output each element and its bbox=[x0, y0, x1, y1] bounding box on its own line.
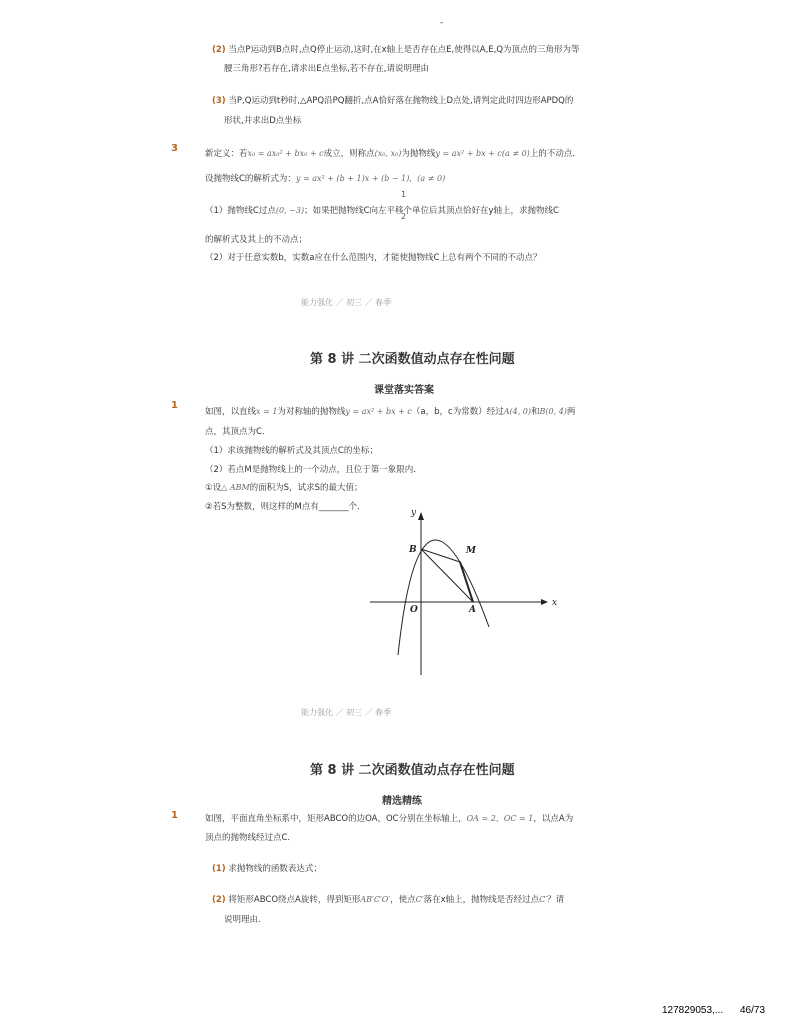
question-line: （2）若点M是抛物线上的一个动点，且位于第一象限内． bbox=[205, 465, 422, 475]
question-text: 个单位后其顶点恰好在y轴上，求抛物线C bbox=[403, 206, 559, 216]
math-expression: AB′C′O′ bbox=[360, 895, 391, 904]
x-axis-label: x bbox=[552, 598, 558, 608]
sub-question-number: (1) bbox=[212, 864, 226, 874]
question-text: 成立，则称点 bbox=[323, 149, 375, 159]
y-axis-arrow bbox=[418, 512, 424, 520]
question-line: ②若S为整数，则这样的M点有_______个． bbox=[205, 502, 366, 512]
point-M-label: M bbox=[466, 546, 476, 556]
question-text: （1）抛物线C过点 bbox=[205, 206, 276, 216]
section-footer: 能力强化 ／ 初三 ／ 春季 bbox=[301, 298, 392, 307]
origin-label: O bbox=[410, 605, 418, 615]
sub-question-text: 当P,Q运动到t秒时,△APQ沿PQ翻折,点A恰好落在抛物线上D点处,请判定此时四边形APDQ的 bbox=[228, 96, 574, 106]
y-axis-label: y bbox=[411, 508, 417, 518]
math-expression: x₀ = ax₀² + bx₀ + c bbox=[247, 149, 324, 158]
math-expression: △ ABM bbox=[221, 483, 250, 492]
question-text: ①设 bbox=[205, 483, 222, 493]
question-line bbox=[205, 172, 445, 184]
question-text: （a，b，c为常数）经过 bbox=[411, 407, 504, 417]
question-number: 3 bbox=[171, 143, 178, 154]
question-line: 顶点的抛物线经过点C． bbox=[205, 833, 296, 843]
question-text: 如图，以直线 bbox=[205, 407, 257, 417]
question-text: ，以点A为 bbox=[533, 814, 574, 824]
math-expression: y = ax² + bx + c bbox=[345, 407, 412, 416]
point-A-label: A bbox=[469, 605, 476, 615]
question-line bbox=[205, 204, 559, 216]
question-line bbox=[205, 481, 362, 493]
math-expression: B(0, 4) bbox=[539, 407, 567, 416]
math-expression: y = ax² + (b + 1)x + (b − 1)，(a ≠ 0) bbox=[295, 174, 446, 183]
page-number: 46/73 bbox=[740, 1005, 766, 1016]
question-text: ；如果把抛物线C向左平移 bbox=[304, 206, 404, 216]
sub-question-2 bbox=[212, 43, 580, 55]
parabola-curve bbox=[398, 540, 489, 655]
sub-question-text: ？请 bbox=[547, 895, 565, 905]
question-text: 如图，平面直角坐标系中，矩形ABCO的边OA，OC分别在坐标轴上， bbox=[205, 814, 467, 824]
fraction-denominator: 2 bbox=[401, 212, 407, 221]
math-expression: (0, −3) bbox=[275, 206, 305, 215]
question-text: 的面积为S，试求S的最大值； bbox=[249, 483, 363, 493]
question-text: 两 bbox=[566, 407, 576, 417]
question-line: （2）对于任意实数b，实数a应在什么范围内，才能使抛物线C上总有两个不同的不动点？ bbox=[205, 253, 542, 263]
sub-question-3 bbox=[212, 94, 573, 106]
sub-question-text: 当点P运动到B点时,点Q停止运动,这时,在x轴上是否存在点E,使得以A,E,Q为顶点的三角形为等 bbox=[228, 45, 580, 55]
math-expression: (x₀, x₀) bbox=[374, 149, 402, 158]
question-line bbox=[205, 812, 573, 824]
math-expression: y = ax² + bx + c(a ≠ 0) bbox=[435, 149, 530, 158]
sub-question-number: (3) bbox=[212, 96, 226, 106]
section-footer: 能力强化 ／ 初三 ／ 春季 bbox=[301, 708, 392, 717]
parabola-figure bbox=[360, 505, 560, 680]
question-line: （1）求该抛物线的解析式及其顶点C的坐标； bbox=[205, 446, 378, 456]
math-expression: C′ bbox=[539, 895, 548, 904]
point-B-label: B bbox=[409, 545, 417, 555]
question-line bbox=[205, 147, 581, 159]
question-text: 新定义：若 bbox=[205, 149, 248, 159]
section-subtitle: 课堂落实答案 bbox=[374, 385, 434, 396]
question-text: 和 bbox=[531, 407, 540, 417]
x-axis-arrow bbox=[541, 599, 548, 605]
question-line: 的解析式及其上的不动点； bbox=[205, 235, 308, 245]
sub-question-1 bbox=[212, 862, 322, 874]
question-number: 1 bbox=[171, 400, 178, 411]
question-text: 为对称轴的抛物线 bbox=[277, 407, 346, 417]
question-text: 为抛物线 bbox=[401, 149, 436, 159]
sub-question-text-cont: 形状,并求出D点坐标 bbox=[224, 116, 302, 126]
question-line: 点，其顶点为C． bbox=[205, 427, 271, 437]
document-id: 127829053,... bbox=[662, 1005, 724, 1016]
math-expression: x = 1 bbox=[256, 407, 278, 416]
question-text: 上的不动点． bbox=[529, 149, 581, 159]
sub-question-text: 求抛物线的函数表达式； bbox=[228, 864, 322, 874]
question-line bbox=[205, 405, 575, 417]
page-title: 第 8 讲 二次函数值动点存在性问题 bbox=[310, 352, 515, 367]
math-expression: OA = 2，OC = 1 bbox=[466, 814, 534, 823]
math-expression: A(4, 0) bbox=[503, 407, 531, 416]
math-expression: C′ bbox=[415, 895, 424, 904]
question-text: 设抛物线C的解析式为： bbox=[205, 174, 296, 184]
sub-question-number: (2) bbox=[212, 45, 226, 55]
sub-question-text-cont: 腰三角形?若存在,请求出E点坐标,若不存在,请说明理由 bbox=[224, 64, 429, 74]
sub-question-2 bbox=[212, 893, 564, 905]
section-subtitle: 精选精练 bbox=[382, 796, 422, 807]
top-mark: - bbox=[440, 18, 444, 28]
sub-question-text: ，使点 bbox=[390, 895, 416, 905]
fraction-numerator: 1 bbox=[401, 190, 407, 199]
sub-question-number: (2) bbox=[212, 895, 226, 905]
sub-question-text-cont: 说明理由． bbox=[224, 915, 267, 925]
question-number: 1 bbox=[171, 810, 178, 821]
sub-question-text: 将矩形ABCO绕点A旋转，得到矩形 bbox=[228, 895, 361, 905]
sub-question-text: 落在x轴上，抛物线是否经过点 bbox=[423, 895, 540, 905]
page-title: 第 8 讲 二次函数值动点存在性问题 bbox=[310, 763, 515, 778]
